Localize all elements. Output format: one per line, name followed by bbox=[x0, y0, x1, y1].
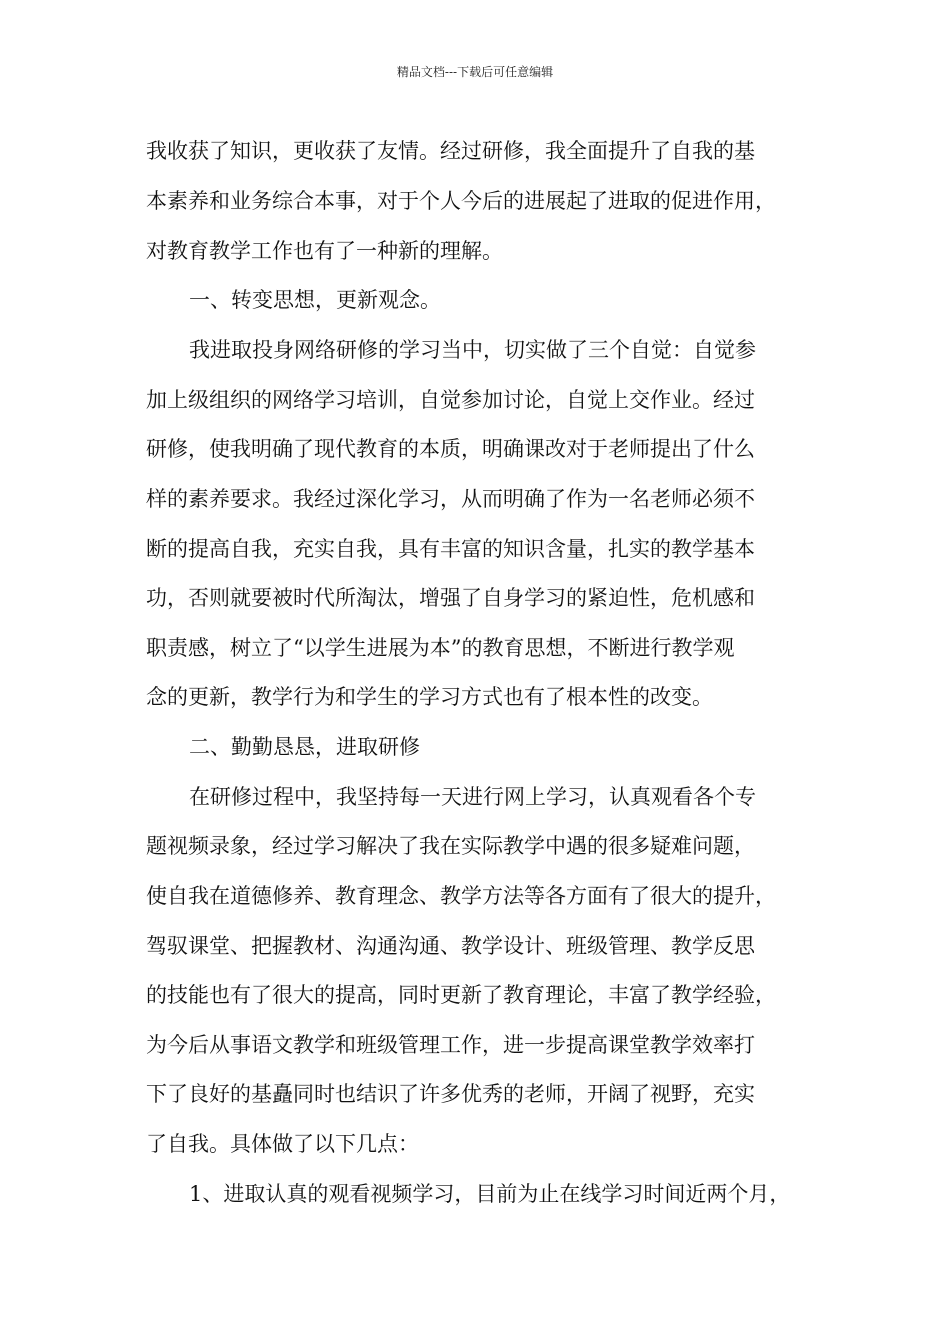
body-line: 对教育教学工作也有了一种新的理解。 bbox=[146, 239, 503, 263]
body-line: 职责感，树立了“以学生进展为本”的教育思想，不断进行教学观 bbox=[146, 636, 735, 660]
body-line: 题视频录象，经过学习解决了我在实际教学中遇的很多疑难问题， bbox=[146, 834, 755, 858]
section-heading: 一、转变思想，更新观念。 bbox=[189, 288, 441, 312]
body-line: 断的提高自我，充实自我，具有丰富的知识含量，扎实的教学基本 bbox=[146, 537, 755, 561]
list-item: 1、进取认真的观看视频学习，目前为止在线学习时间近两个月， bbox=[189, 1182, 791, 1206]
body-line: 了自我。具体做了以下几点： bbox=[146, 1132, 419, 1156]
body-line: 样的素养要求。我经过深化学习，从而明确了作为一名老师必须不 bbox=[146, 487, 755, 511]
body-line: 研修，使我明确了现代教育的本质，明确课改对于老师提出了什么 bbox=[146, 437, 755, 461]
body-line: 加上级组织的网络学习培训，自觉参加讨论，自觉上交作业。经过 bbox=[146, 388, 755, 412]
page-header: 精品文档---下载后可任意编辑 bbox=[396, 65, 554, 79]
body-line: 我收获了知识，更收获了友情。经过研修，我全面提升了自我的基 bbox=[146, 139, 755, 163]
body-line: 为今后从事语文教学和班级管理工作，进一步提高课堂教学效率打 bbox=[146, 1033, 755, 1057]
body-line: 驾驭课堂、把握教材、沟通沟通、教学设计、班级管理、教学反思 bbox=[146, 934, 755, 958]
body-line: 本素养和业务综合本事，对于个人今后的进展起了进取的促进作用， bbox=[146, 189, 776, 213]
body-line: 功，否则就要被时代所淘汰，增强了自身学习的紧迫性，危机感和 bbox=[146, 586, 755, 610]
body-line: 我进取投身网络研修的学习当中，切实做了三个自觉：自觉参 bbox=[189, 338, 756, 362]
body-line: 的技能也有了很大的提高，同时更新了教育理论，丰富了教学经验， bbox=[146, 983, 776, 1007]
body-line: 下了良好的基矗同时也结识了许多优秀的老师，开阔了视野，充实 bbox=[146, 1082, 755, 1106]
body-line: 念的更新，教学行为和学生的学习方式也有了根本性的改变。 bbox=[146, 685, 713, 709]
body-line: 在研修过程中，我坚持每一天进行网上学习，认真观看各个专 bbox=[189, 785, 756, 809]
section-heading: 二、勤勤恳恳，进取研修 bbox=[189, 735, 420, 759]
body-line: 使自我在道德修养、教育理念、教学方法等各方面有了很大的提升， bbox=[146, 884, 776, 908]
